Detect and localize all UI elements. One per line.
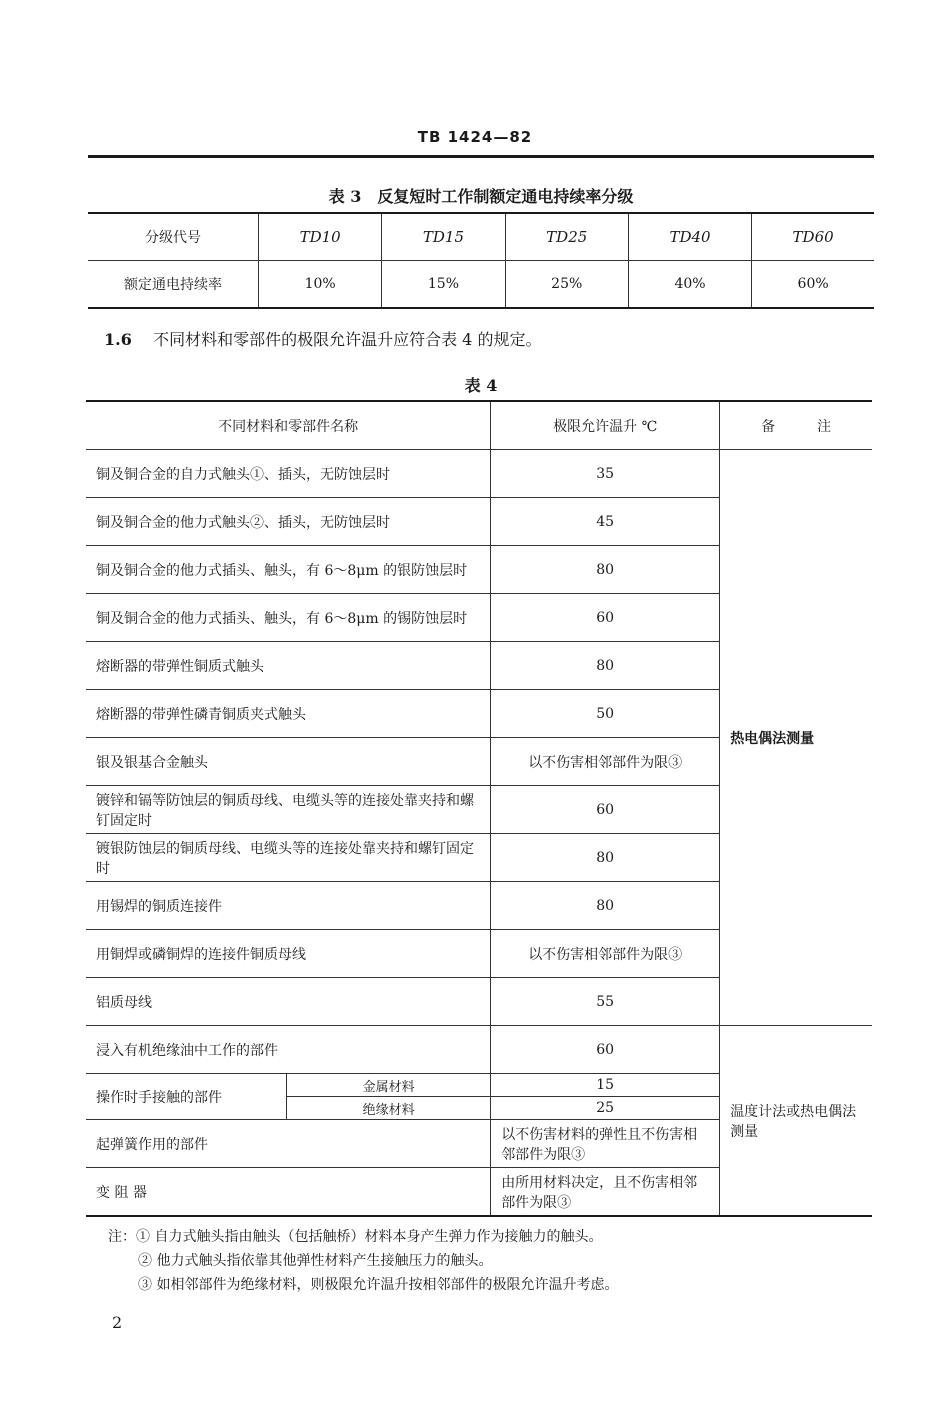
- table4-name-cell: 熔断器的带弹性铜质式触头: [86, 642, 491, 690]
- page-number: 2: [112, 1313, 123, 1332]
- table3-rate-cell: 40%: [628, 261, 751, 309]
- table4-limit-cell: 50: [491, 690, 720, 738]
- clause-text: 不同材料和零部件的极限允许温升应符合表 4 的规定。: [153, 330, 542, 349]
- table4-limit-cell: 80: [491, 546, 720, 594]
- table4-name-cell: 铜及铜合金的自力式触头①、插头，无防蚀层时: [86, 450, 491, 498]
- table4-limit-cell: 由所用材料决定，且不伤害相邻部件为限③: [491, 1168, 720, 1217]
- table4-remark-2: 温度计法或热电偶法测量: [720, 1026, 872, 1217]
- table4-name-cell: 铜及铜合金的他力式插头、触头，有 6～8μm 的银防蚀层时: [86, 546, 491, 594]
- table3-rate-cell: 60%: [752, 261, 874, 309]
- note-2: ② 他力式触头指依靠其他弹性材料产生接触压力的触头。: [138, 1253, 493, 1269]
- table4-name-cell: 银及银基合金触头: [86, 738, 491, 786]
- table4-name-cell: 用铜焊或磷铜焊的连接件铜质母线: [86, 930, 491, 978]
- table3-code-cell: TD10: [259, 213, 382, 261]
- table4-limit-cell: 35: [491, 450, 720, 498]
- table3-row1-label: 分级代号: [88, 213, 259, 261]
- standard-code: TB 1424—82: [417, 128, 533, 146]
- table3-row-codes: [88, 213, 874, 261]
- table4-sub-cell: 绝缘材料: [287, 1097, 491, 1120]
- table3-code-cell: TD15: [382, 213, 505, 261]
- table4-name-cell: 浸入有机绝缘油中工作的部件: [86, 1026, 491, 1074]
- table-row: [86, 1026, 872, 1074]
- table4-limit-cell: 80: [491, 834, 720, 882]
- table3: [88, 212, 874, 309]
- table3-rate-cell: 10%: [259, 261, 382, 309]
- table4-name-cell: 熔断器的带弹性磷青铜质夹式触头: [86, 690, 491, 738]
- clause-number: 1.6: [104, 330, 132, 349]
- table4-limit-cell: 80: [491, 882, 720, 930]
- table3-code-cell: TD60: [752, 213, 874, 261]
- table4-caption: 表 4: [464, 376, 498, 395]
- table3-rate-cell: 25%: [505, 261, 628, 309]
- header-rule: [88, 155, 874, 158]
- table4-name-cell: 用锡焊的铜质连接件: [86, 882, 491, 930]
- table4-header-limit: 极限允许温升 ℃: [491, 401, 720, 450]
- table4-limit-cell: 80: [491, 642, 720, 690]
- table4-limit-cell: 55: [491, 978, 720, 1026]
- table4-limit-cell: 60: [491, 1026, 720, 1074]
- table4-limit-cell: 15: [491, 1074, 720, 1097]
- table-row: [86, 450, 872, 498]
- note-1: 注：① 自力式触头指由触头（包括触桥）材料本身产生弹力作为接触力的触头。: [108, 1229, 603, 1245]
- table4-name-cell: 铜及铜合金的他力式触头②、插头，无防蚀层时: [86, 498, 491, 546]
- table4-name-cell: 镀锌和镉等防蚀层的铜质母线、电缆头等的连接处靠夹持和螺钉固定时: [86, 786, 491, 834]
- table3-code-cell: TD25: [505, 213, 628, 261]
- table3-caption: 表 3 反复短时工作制额定通电持续率分级: [328, 187, 634, 206]
- clause-1-6: [104, 327, 541, 350]
- table4-sub-cell: 金属材料: [287, 1074, 491, 1097]
- table4-limit-cell: 60: [491, 594, 720, 642]
- table3-row-rates: [88, 261, 874, 309]
- table4-limit-cell: 以不伤害相邻部件为限③: [491, 738, 720, 786]
- table4-header-row: [86, 401, 872, 450]
- table4: [86, 400, 872, 1217]
- table4-limit-cell: 45: [491, 498, 720, 546]
- table3-rate-cell: 15%: [382, 261, 505, 309]
- note-3: ③ 如相邻部件为绝缘材料，则极限允许温升按相邻部件的极限允许温升考虑。: [138, 1277, 619, 1293]
- table4-name-cell: 操作时手接触的部件: [86, 1074, 287, 1120]
- table4-header-remark: 备 注: [720, 401, 872, 450]
- table4-limit-cell: 以不伤害材料的弹性且不伤害相邻部件为限③: [491, 1120, 720, 1168]
- table4-limit-cell: 60: [491, 786, 720, 834]
- table3-row2-label: 额定通电持续率: [88, 261, 259, 309]
- table4-header-name: 不同材料和零部件名称: [86, 401, 491, 450]
- table3-code-cell: TD40: [628, 213, 751, 261]
- table4-limit-cell: 以不伤害相邻部件为限③: [491, 930, 720, 978]
- table4-name-cell: 铜及铜合金的他力式插头、触头，有 6～8μm 的锡防蚀层时: [86, 594, 491, 642]
- table4-limit-cell: 25: [491, 1097, 720, 1120]
- table4-name-cell: 起弹簧作用的部件: [86, 1120, 491, 1168]
- table4-name-cell: 变 阻 器: [86, 1168, 491, 1217]
- table4-name-cell: 铝质母线: [86, 978, 491, 1026]
- table4-name-cell: 镀银防蚀层的铜质母线、电缆头等的连接处靠夹持和螺钉固定时: [86, 834, 491, 882]
- table4-remark-1: 热电偶法测量: [720, 450, 872, 1026]
